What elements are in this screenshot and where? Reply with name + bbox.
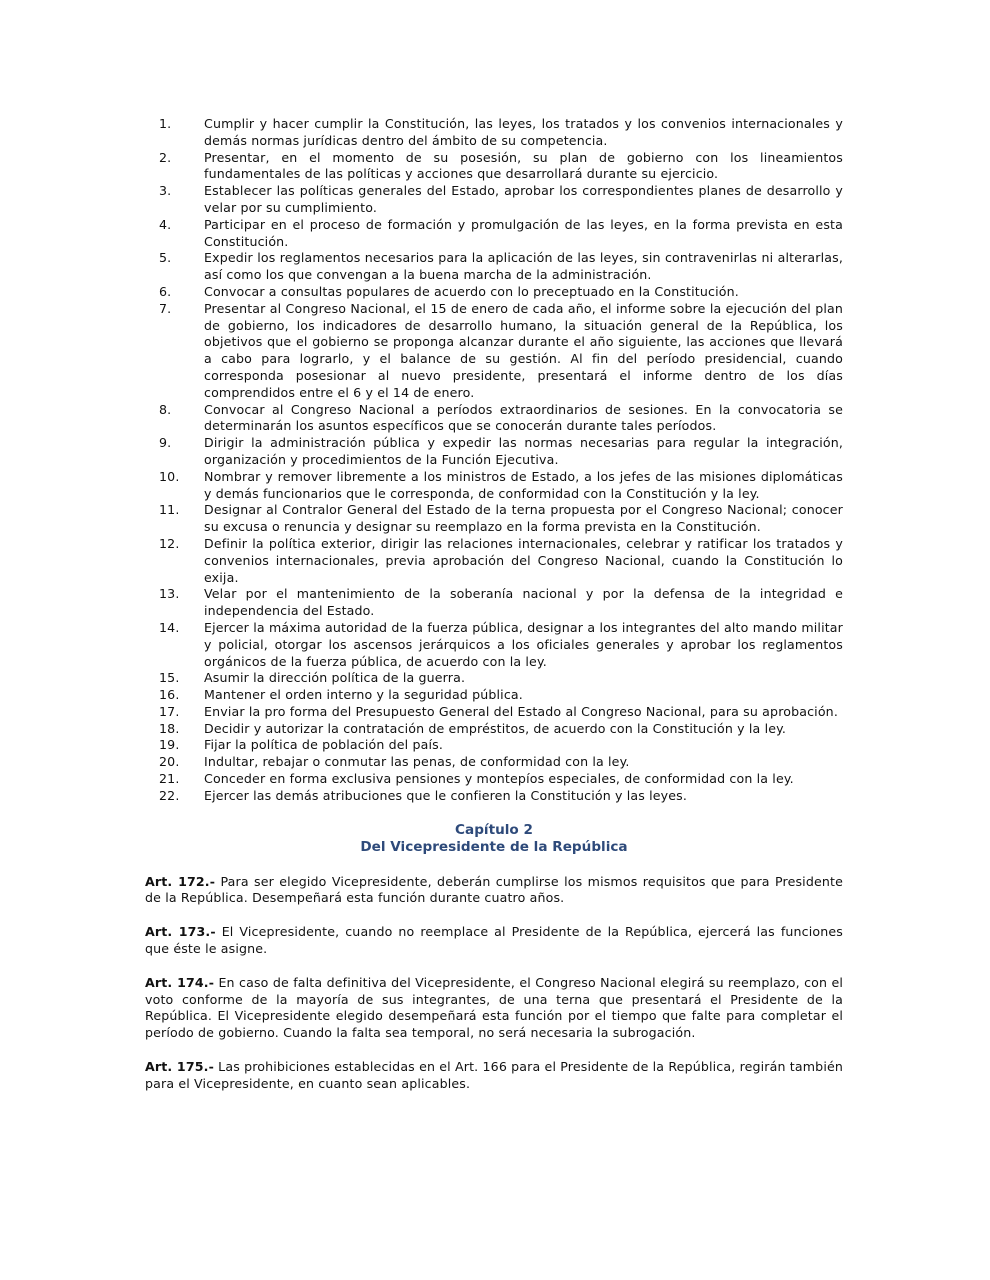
article-label: Art. 173.- — [145, 924, 216, 940]
list-item: 5. Expedir los reglamentos necesarios para la aplicación de las leyes, sin contravenirlas ni alterarlas, así como los que convengan a la buena marcha de la administración. — [159, 250, 843, 283]
chapter-title: Del Vicepresidente de la República — [360, 838, 628, 855]
list-item: 17. Enviar la pro forma del Presupuesto General del Estado al Congreso Nacional, para su aprobación. — [159, 703, 838, 719]
list-item: 19. Fijar la política de población del país. — [159, 737, 444, 753]
list-item: 13. Velar por el mantenimiento de la soberanía nacional y por la defensa de la integridad e independencia del Estado. — [159, 586, 843, 619]
article-174 — [145, 975, 843, 1042]
list-item: 11. Designar al Contralor General del Estado de la terna propuesta por el Congreso Nacional; conocer su excusa o renuncia y designar su reemplazo en la forma prevista en la Constitución. — [159, 502, 843, 535]
list-item: 22. Ejercer las demás atribuciones que le confieren la Constitución y las leyes. — [159, 787, 688, 803]
article-text: Para ser elegido Vicepresidente, deberán cumplirse los mismos requisitos que para Presidente de la República. Desempeñará esta función durante cuatro años. — [145, 873, 843, 906]
list-item: 16. Mantener el orden interno y la seguridad pública. — [159, 687, 523, 703]
list-item: 1. Cumplir y hacer cumplir la Constitución, las leyes, los tratados y los convenios internacionales y demás normas jurídicas dentro del ámbito de su competencia. — [159, 116, 843, 148]
list-item: 4. Participar en el proceso de formación y promulgación de las leyes, en la forma prevista en esta Constitución. — [159, 216, 843, 249]
article-text: En caso de falta definitiva del Vicepresidente, el Congreso Nacional elegirá su reemplazo, con el voto conforme de la mayoría de sus integrantes, de una terna que presentará el Presidente de la República. El Vicepresidente elegido desempeñará esta función por el tiempo que falte para completar el período de gobierno. Cuando la falta sea temporal, no será necesaria la subrogación. — [145, 974, 844, 1041]
list-item: 9. Dirigir la administración pública y expedir las normas necesarias para regular la integración, organización y procedimientos de la Función Ejecutiva. — [159, 435, 843, 467]
list-item: 21. Conceder en forma exclusiva pensiones y montepíos especiales, de conformidad con la ley. — [159, 771, 794, 787]
list-item: 14. Ejercer la máxima autoridad de la fuerza pública, designar a los integrantes del alto mando militar y policial, otorgar los ascensos jerárquicos a los oficiales generales y aprobar los reglamentos orgánicos de la fuerza pública, de acuerdo con la ley. — [159, 619, 843, 669]
chapter-heading — [145, 822, 843, 856]
chapter-number: Capítulo 2 — [455, 821, 533, 838]
list-item: 6. Convocar a consultas populares de acuerdo con lo preceptuado en la Constitución. — [159, 283, 739, 299]
list-item: 8. Convocar al Congreso Nacional a períodos extraordinarios de sesiones. En la convocatoria se determinarán los asuntos específicos que se conocerán durante tales períodos. — [159, 401, 843, 434]
list-item: 7. Presentar al Congreso Nacional, el 15 de enero de cada año, el informe sobre la ejecución del plan de gobierno, los indicadores de desarrollo humano, la situación general de la República, los objetivos que el gobierno se proponga alcanzar durante el año siguiente, las acciones que llevará a cabo para lograrlo, y el balance de su gestión. Al fin del período presidencial, cuando corresponda posesionar al nuevo presidente, presentará el informe dentro de los días comprendidos entre el 6 y el 14 de enero. — [159, 300, 843, 400]
article-173 — [145, 924, 843, 958]
attributions-list — [145, 116, 843, 805]
list-item: 10. Nombrar y remover libremente a los ministros de Estado, a los jefes de las misiones diplomáticas y demás funcionarios que le corresponda, de conformidad con la Constitución y la ley. — [159, 468, 843, 501]
list-item: 20. Indultar, rebajar o conmutar las penas, de conformidad con la ley. — [159, 754, 630, 770]
article-label: Art. 174.- — [145, 974, 215, 990]
list-item: 2. Presentar, en el momento de su posesión, su plan de gobierno con los lineamientos fundamentales de las políticas y acciones que desarrollará durante su ejercicio. — [159, 149, 843, 182]
list-item: 15. Asumir la dirección política de la guerra. — [159, 670, 466, 686]
article-172 — [145, 874, 843, 908]
list-item: 12. Definir la política exterior, dirigir las relaciones internacionales, celebrar y ratificar los tratados y convenios internacionales, previa aprobación del Congreso Nacional, cuando la Constitución lo exija. — [159, 535, 843, 585]
article-label: Art. 172.- — [145, 873, 216, 889]
list-item: 18. Decidir y autorizar la contratación de empréstitos, de acuerdo con la Constitución y la ley. — [159, 720, 787, 736]
article-text: El Vicepresidente, cuando no reemplace al Presidente de la República, ejercerá las funciones que éste le asigne. — [145, 924, 843, 957]
document-page — [145, 116, 843, 1105]
article-175 — [145, 1059, 843, 1093]
article-text: Las prohibiciones establecidas en el Art. 166 para el Presidente de la República, regirán también para el Vicepresidente, en cuanto sean aplicables. — [145, 1059, 844, 1091]
list-item: 3. Establecer las políticas generales del Estado, aprobar los correspondientes planes de desarrollo y velar por su cumplimiento. — [159, 183, 843, 215]
article-label: Art. 175.- — [145, 1059, 214, 1075]
